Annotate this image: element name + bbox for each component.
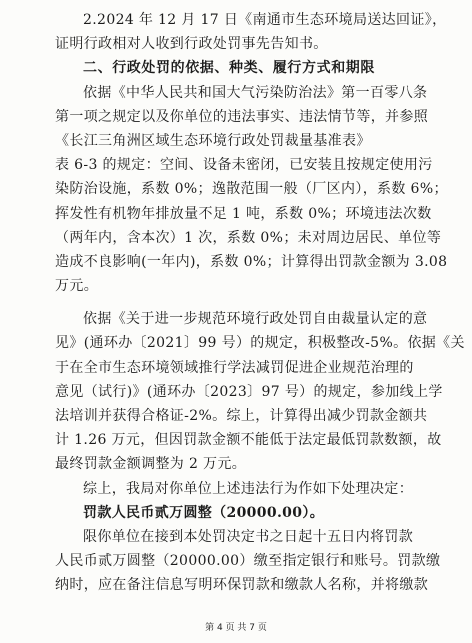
text-line: 计 1.26 万元，但因罚款金额不能低于法定最低罚款数额，故 [55, 432, 442, 449]
text-line: 人民币贰万圆整（20000.00）缴至指定银行和账号。罚款缴 [55, 553, 441, 570]
text-line: 证明行政相对人收到行政处罚事先告知书。 [55, 36, 328, 53]
section-heading: 二、行政处罚的依据、种类、履行方式和期限 [83, 60, 375, 77]
text-line: 第一项之规定以及你单位的违法事实、违法情节等，并参照 [55, 108, 429, 125]
text-line: 依据《中华人民共和国大气污染防治法》第一百零八条 [83, 84, 428, 101]
text-line: 限你单位在接到本处罚决定书之日起十五日内将罚款 [83, 528, 414, 545]
text-line: 于在全市生态环境领域推行学法减罚促进企业规范治理的 [55, 359, 414, 376]
text-line: 综上，我局对你单位上述违法行为作如下处理决定： [83, 480, 414, 497]
text-line: 挥发性有机物年排放量不足 1 吨，系数 0%；环境违法次数 [55, 205, 432, 222]
text-line: 依据《关于进一步规范环境行政处罚自由裁量认定的意 [83, 311, 428, 328]
text-line: 万元。 [55, 278, 99, 295]
paragraph-gap [55, 298, 455, 307]
text-line: 2.2024 年 12 月 17 日《南通市生态环境局送达回证》， [83, 12, 447, 28]
text-line: （两年内，含本次）1 次，系数 0%；未对周边居民、单位等 [55, 229, 442, 246]
text-line: 见》(通环办〔2021〕99 号）的规定，积极整改-5%。依据《关 [55, 335, 465, 352]
text-line: 最终罚款金额调整为 2 万元。 [55, 456, 247, 473]
document-body [55, 8, 465, 598]
text-line: 表 6-3 的规定：空间、设备未密闭，已安装且按规定使用污 [55, 157, 433, 174]
text-line: 法培训并获得合格证-2%。综上，计算得出减少罚款金额共 [55, 408, 428, 424]
text-line: 纳时，应在备注信息写明环保罚款和缴款人名称，并将缴款 [55, 577, 429, 594]
text-line: 《长江三角洲区域生态环境行政处罚裁量基准表》 [55, 132, 371, 149]
text-line: 染防治设施，系数 0%；逸散范围一般（厂区内），系数 6%； [55, 181, 448, 198]
page-number: 第 4 页 共 7 页 [205, 623, 267, 633]
text-line: 意见（试行)》(通环办〔2023〕97 号）的规定，参加线上学 [55, 383, 443, 400]
penalty-decision: 罚款人民币贰万圆整（20000.00）。 [83, 504, 325, 521]
text-line: 造成不良影响(一年内)，系数 0%；计算得出罚款金额为 3.08 [55, 253, 448, 270]
